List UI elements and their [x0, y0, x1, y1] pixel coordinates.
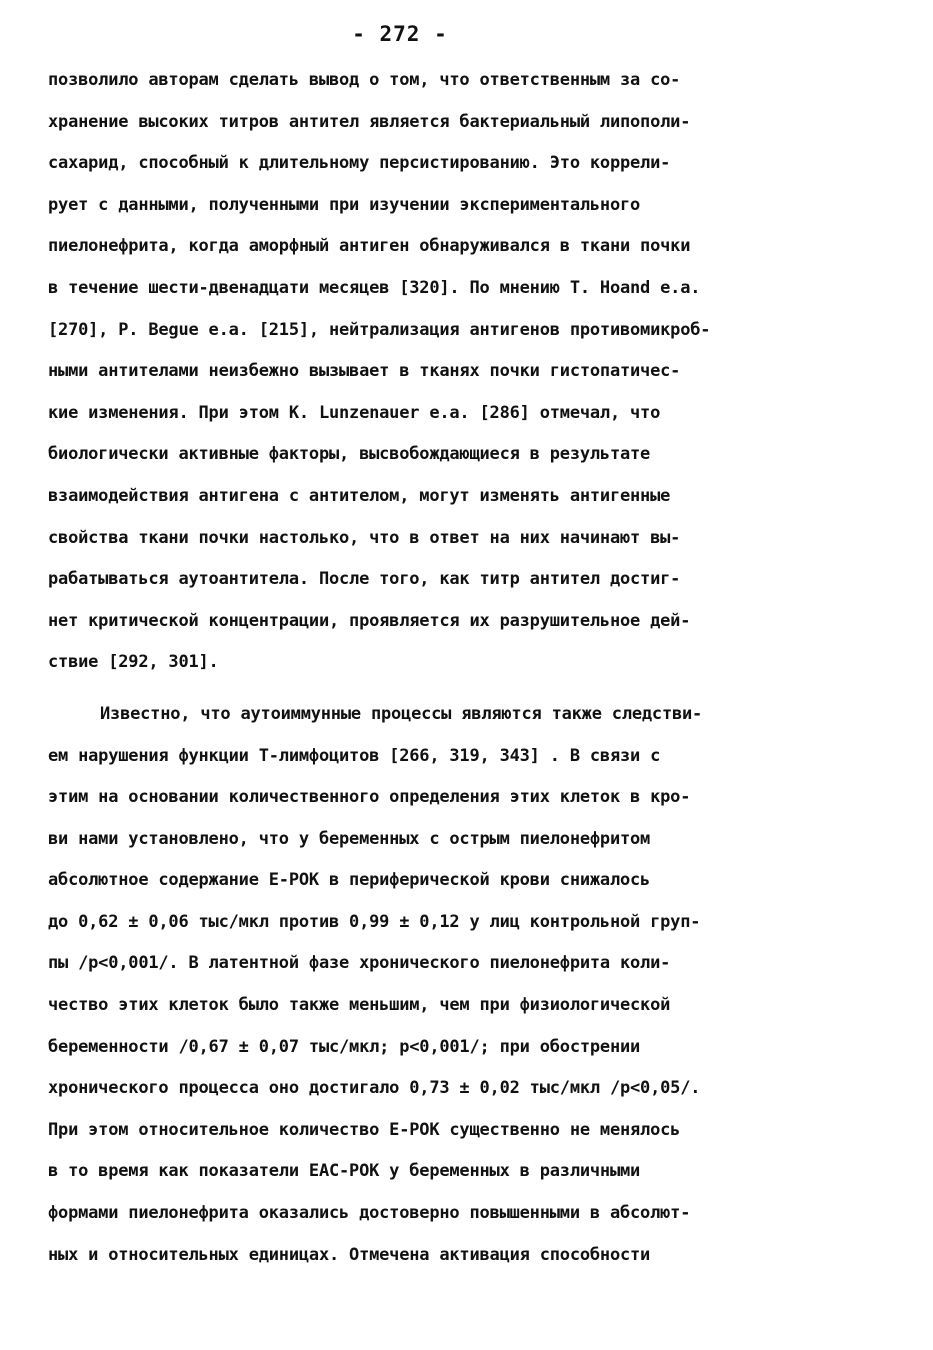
text-line: этим на основании количественного определения этих клеток в кро-: [48, 787, 691, 808]
text-line: пы /р<0,001/. В латентной фазе хронического пиелонефрита коли-: [48, 953, 671, 974]
text-line: Известно, что аутоиммунные процессы являются также следстви-: [100, 703, 703, 724]
text-line: до 0,62 ± 0,06 тыс/мкл против 0,99 ± 0,12 у лиц контрольной груп-: [48, 911, 701, 932]
text-line: [270], P. Begue e.a. [215], нейтрализация антигенов противомикроб-: [48, 319, 711, 340]
text-line: ем нарушения функции Т-лимфоцитов [266, 319, 343] . В связи с: [48, 745, 661, 766]
text-line: хронического процесса оно достигало 0,73 ± 0,02 тыс/мкл /р<0,05/.: [48, 1078, 701, 1099]
text-line: беременности /0,67 ± 0,07 тыс/мкл; р<0,001/; при обострении: [48, 1036, 641, 1057]
page-number: - 272 -: [352, 22, 448, 46]
body-text: [48, 60, 888, 1276]
text-line: взаимодействия антигена с антителом, могут изменять антигенные: [48, 485, 671, 506]
text-line: ствие [292, 301].: [48, 652, 219, 673]
text-line: При этом относительное количество Е-РОК существенно не менялось: [48, 1119, 681, 1140]
text-line: ными антителами неизбежно вызывает в тканях почки гистопатичес-: [48, 361, 681, 382]
paragraph: [48, 694, 888, 1276]
text-line: ных и относительных единицах. Отмечена активация способности: [48, 1244, 651, 1265]
text-line: рабатываться аутоантитела. После того, как титр антител достиг-: [48, 569, 681, 590]
paragraph: [48, 60, 888, 684]
text-line: кие изменения. При этом K. Lunzenauer e.a. [286] отмечал, что: [48, 402, 661, 423]
text-line: формами пиелонефрита оказались достоверно повышенными в абсолют-: [48, 1203, 691, 1224]
text-line: в течение шести-двенадцати месяцев [320]. По мнению T. Hoand e.a.: [48, 277, 701, 298]
text-line: биологически активные факторы, высвобождающиеся в результате: [48, 444, 651, 465]
text-line: нет критической концентрации, проявляется их разрушительное дей-: [48, 610, 691, 631]
text-line: чество этих клеток было также меньшим, чем при физиологической: [48, 995, 671, 1016]
text-line: позволило авторам сделать вывод о том, что ответственным за со-: [48, 70, 681, 90]
text-line: в то время как показатели ЕАС-РОК у беременных в различными: [48, 1161, 641, 1182]
text-line: рует с данными, полученными при изучении экспериментального: [48, 194, 641, 215]
text-line: пиелонефрита, когда аморфный антиген обнаруживался в ткани почки: [48, 236, 691, 257]
text-line: свойства ткани почки настолько, что в ответ на них начинают вы-: [48, 527, 681, 548]
paragraph-gap: [48, 684, 888, 694]
text-line: сахарид, способный к длительному персистированию. Это коррели-: [48, 153, 671, 174]
text-line: абсолютное содержание Е-РОК в периферической крови снижалось: [48, 870, 651, 891]
text-line: ви нами установлено, что у беременных с острым пиелонефритом: [48, 828, 651, 849]
text-line: хранение высоких титров антител является бактериальный липополи-: [48, 111, 691, 132]
